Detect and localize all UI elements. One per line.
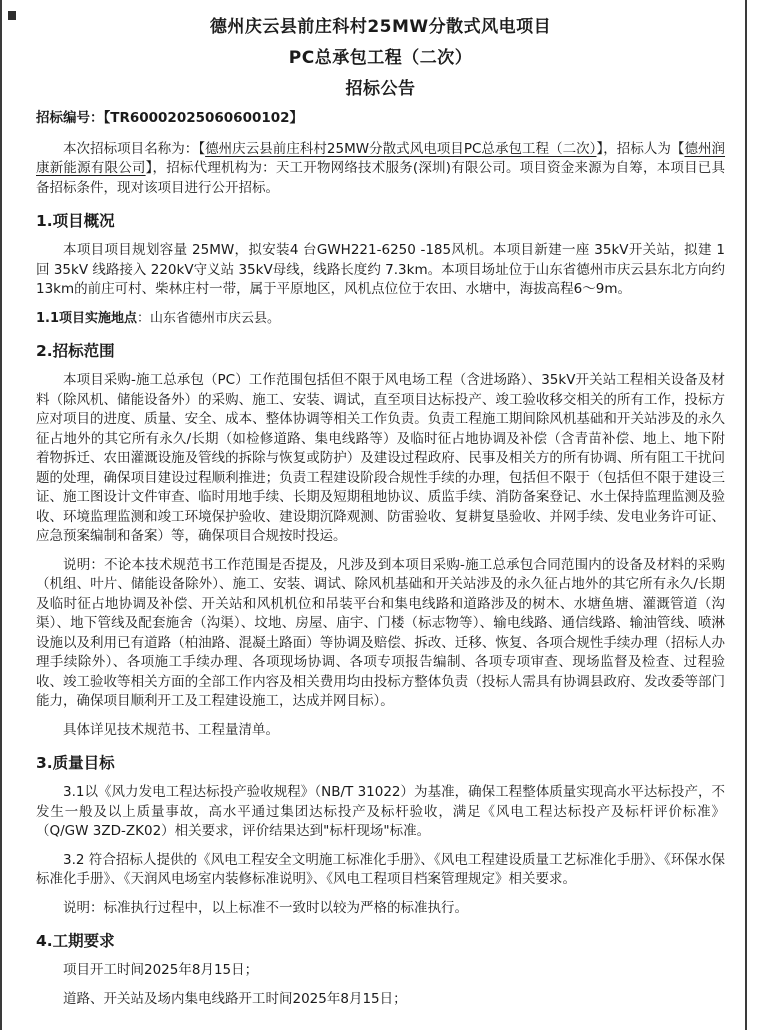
section-1-1-value: ：山东省德州市庆云县。 [137, 310, 281, 326]
section-3-item-3-1-paragraph: 3.1以《风力发电工程达标投产验收规程》（NB/T 31022）为基准，确保工程整体质量实现高水平达标投产，不发生一般及以上质量事故，高水平通过集团达标投产及标杆验收，满足《风电工程达标投产及标杆评价标准》（Q/GW 3ZD-ZK02）相关要求，评价结果达到"标杆现场"标准。 [36, 784, 725, 839]
scan-edge-right-line [745, 0, 747, 1030]
intro-tenderer-name: 德州润康新能源有限公司 [36, 140, 726, 176]
section-3-item-3-2-paragraph: 3.2 符合招标人提供的《风电工程安全文明施工标准化手册》、《风电工程建设质量工艺标准化手册》、《环保水保标准化手册》、《天润风电场室内装修标准说明》、《风电工程项目档案管理规定》相关要求。 [36, 851, 725, 887]
section-2-scope-paragraph: 本项目采购-施工总承包（PC）工作范围包括但不限于风电场工程（含进场路）、35kV开关站工程相关设备及材料（除风机、储能设备外）的采购、施工、安装、调试，直至项目达标投产、竣工验收移交相关的所有工作，投标方应对项目的进度、质量、安全、成本、整体协调等相关工作负责。负责工程施工期间除风机基础和开关站涉及的永久征占地外的其它所有永久/长期（如检修道路、集电线路等）及临时征占地协调及补偿（含青苗补偿、地上、地下附着物拆迁、农田灌溉设施及管线的拆除与恢复或防护）及建设过程政府、民事及相关方的所有协调、所有阻工干扰问题的处理，确保项目建设过程顺利推进；负责工程建设阶段合规性手续的办理，包括但不限于（包括但不限于建设三证、施工图设计文件审查、临时用地手续、长期及短期租地协议、质监手续、消防备案登记、水土保持监理监测及验收、环境监理监测和竣工环境保护验收、建设期沉降观测、防雷验收、复耕复垦验收、并网手续、发电业务许可证、应急预案编制和备案）等，确保项目合规按时投运。 [36, 372, 725, 544]
section-3-note-paragraph: 说明：标准执行过程中，以上标准不一致时以较为严格的标准执行。 [63, 899, 468, 916]
section-2-heading: 2.招标范围 [36, 342, 115, 360]
bid-number-value: 【TR60002025060600102】 [103, 110, 304, 126]
section-3-heading: 3.质量目标 [36, 754, 115, 772]
bid-number-label: 招标编号： [36, 110, 104, 126]
section-1-1-label: 1.1项目实施地点 [36, 310, 138, 326]
document-title-line-2: PC总承包工程（二次） [288, 48, 473, 68]
scan-edge-left-line [0, 0, 2, 1030]
section-1-heading: 1.项目概况 [36, 212, 115, 230]
bid-number-line [36, 109, 725, 129]
intro-suffix: 】，招标代理机构为：天工开物网络技术服务(深圳)有限公司。项目资金来源为自筹，本项目已具备招标条件，现对该项目进行公开招标。 [36, 160, 725, 196]
section-4-heading: 4.工期要求 [36, 932, 115, 950]
intro-prefix: 本次招标项目名称为：【 [63, 140, 206, 157]
section-4-start-date-paragraph: 项目开工时间2025年8月15日； [63, 962, 259, 978]
document-title-line-1: 德州庆云县前庄科村25MW分散式风电项目 [209, 17, 552, 37]
section-1-1-location-line [36, 309, 725, 329]
scan-artifact-mark [8, 11, 16, 20]
document-title-line-3: 招标公告 [345, 79, 416, 99]
section-1-body-paragraph: 本项目项目规划容量 25MW，拟安装4 台GWH221-6250 -185风机。本项目新建一座 35kV开关站，拟建 1回 35kV 线路接入 220kV守义站 35kV母线，线路长度约 7.3km。本项目场址位于山东省德州市庆云县东北方向约 13km的前庄可村、柴林庄村一带，属于平原地区，风机点位位于农田、水塘中，海拔高程6～9m。 [36, 242, 725, 297]
intro-paragraph [36, 140, 725, 199]
intro-middle: 】，招标人为【 [596, 140, 685, 157]
section-2-note-paragraph: 说明：不论本技术规范书工作范围是否提及，凡涉及到本项目采购-施工总承包合同范围内的设备及材料的采购（机组、叶片、储能设备除外）、施工、安装、调试、除风机基础和开关站涉及的永久征占地外的其它所有永久/长期及临时征占地协调及补偿、开关站和风机机位和吊装平台和集电线路和道路涉及的树木、水塘鱼塘、灌溉管道（沟渠）、地下管线及配套施舍（沟渠）、坟地、房屋、庙宇、门楼（标志物等）、输电线路、通信线路、输油管线、喷淋设施以及利用已有道路（柏油路、混凝土路面）等协调及赔偿、拆改、迁移、恢复、各项合规性手续办理（招标人办理手续除外）、各项施工手续办理、各项现场协调、各项专项报告编制、各项专项审查、现场监督及检查、过程验收、竣工验收等相关方面的全部工作内容及相关费用均由投标方整体负责（投标人需具有协调县政府、发改委等部门能力，确保项目顺利开工及工程建设施工，达成并网目标）。 [36, 556, 725, 709]
section-4-road-date-paragraph: 道路、开关站及场内集电线路开工时间2025年8月15日； [63, 990, 407, 1007]
section-2-detail-paragraph: 具体详见技术规范书、工程量清单。 [63, 721, 279, 738]
intro-project-name: 德州庆云县前庄科村25MW分散式风电项目PC总承包工程（二次） [205, 140, 597, 157]
